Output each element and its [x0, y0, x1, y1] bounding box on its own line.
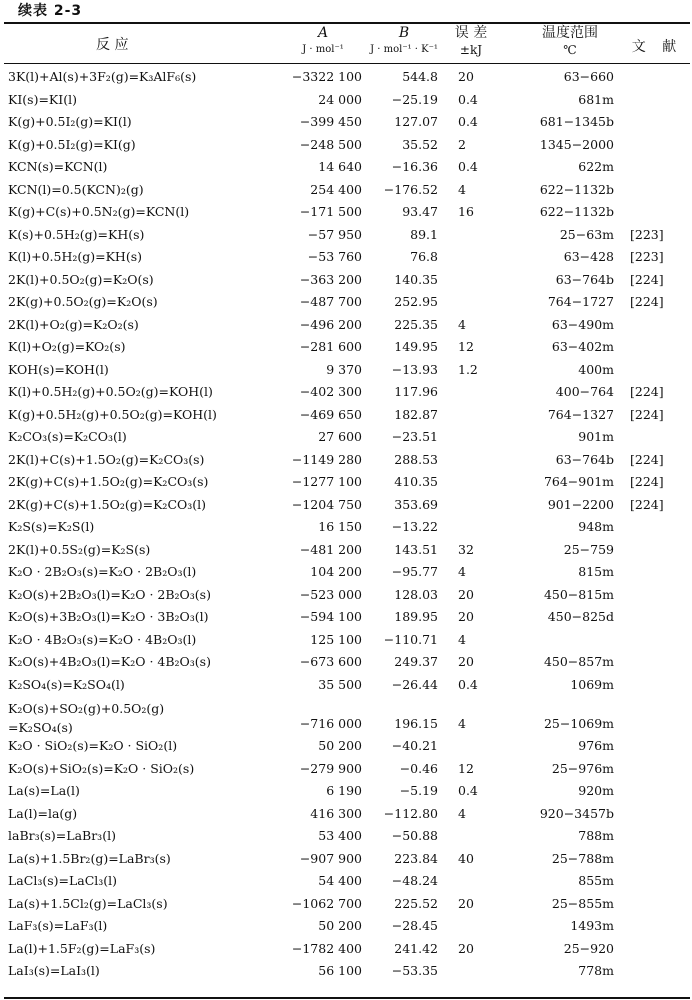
a-value-cell: −363 200	[299, 271, 362, 287]
reaction-cell: K(g)+0.5I₂(g)=KI(l)	[8, 114, 132, 129]
b-value-cell: 93.47	[402, 204, 438, 219]
reaction-cell: 3K(l)+Al(s)+3F₂(g)=K₃AlF₆(s)	[8, 69, 197, 84]
table-row	[4, 803, 690, 826]
b-value-cell: −25.19	[391, 91, 438, 107]
error-cell: 20	[458, 654, 474, 669]
a-value-cell: −3322 100	[291, 69, 362, 84]
reference-cell: [224]	[630, 451, 664, 467]
reaction-cell	[8, 699, 164, 737]
table-row	[4, 960, 690, 983]
error-cell: 4	[458, 631, 466, 647]
temperature-range-cell: 855m	[578, 873, 614, 888]
error-cell: 20	[458, 69, 474, 84]
a-value-cell: 24 000	[318, 91, 362, 107]
error-cell: 2	[458, 136, 466, 152]
a-value-cell: −1149 280	[291, 451, 362, 467]
table-row	[4, 134, 690, 157]
temperature-range-cell: 63−428	[563, 249, 614, 264]
b-value-cell: −0.46	[399, 760, 438, 776]
reaction-cell: KCN(l)=0.5(KCN)₂(g)	[8, 181, 144, 197]
temperature-range-cell: 681m	[578, 91, 614, 107]
reaction-cell: K₂O · 2B₂O₃(s)=K₂O · 2B₂O₃(l)	[8, 564, 197, 579]
a-value-cell: −673 600	[299, 654, 362, 669]
temperature-range-cell: 63−764b	[555, 451, 614, 467]
b-value-cell: 223.84	[394, 850, 438, 866]
b-value-cell: −13.22	[391, 519, 438, 534]
a-value-cell: 53 400	[318, 828, 362, 843]
error-cell: 32	[458, 541, 474, 557]
error-cell: 20	[458, 940, 474, 956]
b-value-cell: −28.45	[391, 918, 438, 933]
b-value-cell: −16.36	[391, 159, 438, 174]
reference-cell: [224]	[630, 406, 664, 422]
table-row	[4, 359, 690, 382]
reaction-cell: LaI₃(s)=LaI₃(l)	[8, 963, 100, 978]
header-error-title: 误 差	[454, 25, 488, 41]
reaction-cell: K₂CO₃(s)=K₂CO₃(l)	[8, 429, 127, 444]
reference-cell: [223]	[630, 249, 664, 264]
a-value-cell: −53 760	[307, 249, 362, 264]
table-row	[4, 629, 690, 652]
reaction-cell: LaF₃(s)=LaF₃(l)	[8, 918, 108, 933]
reaction-cell: K₂O · SiO₂(s)=K₂O · SiO₂(l)	[8, 738, 178, 753]
b-value-cell: 353.69	[394, 496, 438, 512]
b-value-cell: 127.07	[394, 114, 438, 129]
b-value-cell: −48.24	[391, 873, 438, 888]
table-row	[4, 246, 690, 269]
temperature-range-cell: 622−1132b	[539, 204, 614, 219]
reaction-cell: K₂O(s)+2B₂O₃(l)=K₂O · 2B₂O₃(s)	[8, 586, 211, 602]
b-value-cell: 140.35	[394, 271, 438, 287]
header-temperature	[520, 24, 620, 62]
reaction-cell: K(l)+O₂(g)=KO₂(s)	[8, 339, 126, 354]
b-value-cell: −5.19	[399, 783, 438, 798]
reaction-cell: K₂S(s)=K₂S(l)	[8, 519, 95, 534]
error-cell: 40	[458, 850, 474, 866]
a-value-cell: 6 190	[326, 783, 362, 798]
temperature-range-cell: 25−759	[563, 541, 614, 557]
a-value-cell: −279 900	[299, 760, 362, 776]
table-row	[4, 156, 690, 179]
error-cell: 20	[458, 586, 474, 602]
temperature-range-cell: 450−857m	[543, 654, 614, 669]
b-value-cell: 410.35	[394, 474, 438, 489]
temperature-range-cell: 25−788m	[551, 850, 614, 866]
header-error	[444, 24, 498, 62]
header-error-unit: ±kJ	[459, 43, 483, 57]
b-value-cell: 35.52	[402, 136, 438, 152]
a-value-cell: 50 200	[318, 738, 362, 753]
table-row	[4, 201, 690, 224]
temperature-range-cell: 622m	[578, 159, 614, 174]
table-row	[4, 224, 690, 247]
reference-cell: [224]	[630, 271, 664, 287]
b-value-cell: −110.71	[383, 631, 438, 647]
temperature-range-cell: 63−402m	[551, 339, 614, 354]
b-value-cell: 252.95	[394, 294, 438, 309]
reference-cell: [223]	[630, 226, 664, 242]
a-value-cell: −496 200	[299, 316, 362, 332]
temperature-range-cell: 788m	[578, 828, 614, 843]
table-row	[4, 471, 690, 494]
header-b	[354, 24, 454, 62]
a-value-cell: 16 150	[318, 519, 362, 534]
b-value-cell: −176.52	[383, 181, 438, 197]
temperature-range-cell: 63−764b	[555, 271, 614, 287]
temperature-range-cell: 1345−2000	[539, 136, 614, 152]
error-cell: 4	[458, 316, 466, 332]
table-row	[4, 494, 690, 517]
temperature-range-cell: 25−976m	[551, 760, 614, 776]
temperature-range-cell: 25−63m	[559, 226, 614, 242]
temperature-range-cell: 764−1327	[547, 406, 614, 422]
header-b-symbol: B	[398, 25, 410, 41]
table-row	[4, 89, 690, 112]
reaction-cell: La(s)+1.5Cl₂(g)=LaCl₃(s)	[8, 895, 168, 911]
table-row	[4, 269, 690, 292]
reaction-cell: K(g)+C(s)+0.5N₂(g)=KCN(l)	[8, 204, 190, 219]
temperature-range-cell: 920−3457b	[539, 805, 614, 821]
b-value-cell: −112.80	[383, 805, 438, 821]
temperature-range-cell: 622−1132b	[539, 181, 614, 197]
error-cell: 12	[458, 339, 474, 354]
temperature-range-cell: 901−2200	[547, 496, 614, 512]
temperature-range-cell: 450−815m	[543, 586, 614, 602]
reaction-cell: K₂O · 4B₂O₃(s)=K₂O · 4B₂O₃(l)	[8, 631, 197, 647]
error-cell: 0.4	[458, 159, 478, 174]
a-value-cell: −481 200	[299, 541, 362, 557]
header-reaction-label: 反 应	[96, 37, 129, 53]
a-value-cell: −281 600	[299, 339, 362, 354]
b-value-cell: 196.15	[394, 716, 438, 731]
temperature-range-cell: 25−1069m	[543, 716, 614, 731]
error-cell: 1.2	[458, 361, 478, 377]
temperature-range-cell: 63−490m	[551, 316, 614, 332]
temperature-range-cell: 764−1727	[547, 294, 614, 309]
b-value-cell: −95.77	[391, 564, 438, 579]
reaction-cell: 2K(l)+0.5O₂(g)=K₂O(s)	[8, 271, 154, 287]
b-value-cell: 117.96	[394, 384, 438, 399]
header-temperature-unit: ℃	[563, 43, 577, 57]
reaction-cell: laBr₃(s)=LaBr₃(l)	[8, 828, 116, 843]
a-value-cell: −1277 100	[291, 474, 362, 489]
reaction-cell: K₂O(s)+3B₂O₃(l)=K₂O · 3B₂O₃(l)	[8, 609, 209, 624]
a-value-cell: 416 300	[310, 805, 362, 821]
error-cell: 4	[458, 805, 466, 821]
a-value-cell: −1062 700	[291, 895, 362, 911]
b-value-cell: −40.21	[391, 738, 438, 753]
a-value-cell: −523 000	[299, 586, 362, 602]
error-cell: 4	[458, 716, 466, 731]
temperature-range-cell: 764−901m	[543, 474, 614, 489]
reaction-cell: KI(s)=KI(l)	[8, 91, 77, 107]
temperature-range-cell: 25−855m	[551, 895, 614, 911]
table-row	[4, 584, 690, 607]
table-body	[4, 66, 690, 983]
reaction-cell: K₂SO₄(s)=K₂SO₄(l)	[8, 676, 125, 692]
temperature-range-cell: 400m	[578, 361, 614, 377]
error-cell: 0.4	[458, 91, 478, 107]
header-reference-label: 文 献	[631, 39, 683, 55]
table-row	[4, 291, 690, 314]
reaction-cell: La(s)=La(l)	[8, 783, 80, 798]
temperature-range-cell: 450−825d	[547, 609, 614, 624]
temperature-range-cell: 920m	[578, 783, 614, 798]
a-value-cell: 9 370	[326, 361, 362, 377]
header-reference	[624, 24, 690, 62]
table-row	[4, 915, 690, 938]
b-value-cell: 288.53	[394, 451, 438, 467]
table-row	[4, 938, 690, 961]
reaction-cell: 2K(l)+0.5S₂(g)=K₂S(s)	[8, 541, 151, 557]
table-row	[4, 758, 690, 781]
reference-cell: [224]	[630, 496, 664, 512]
header-a-unit: J · mol⁻¹	[302, 44, 344, 55]
b-value-cell: 149.95	[394, 339, 438, 354]
table-row	[4, 314, 690, 337]
a-value-cell: 27 600	[318, 429, 362, 444]
table-row	[4, 696, 690, 735]
table-row	[4, 735, 690, 758]
header-temperature-title: 温度范围	[542, 25, 598, 41]
table-row	[4, 66, 690, 89]
temperature-range-cell: 1493m	[570, 918, 614, 933]
error-cell: 4	[458, 564, 466, 579]
error-cell: 4	[458, 181, 466, 197]
table-caption: 续表 2-3	[18, 3, 83, 19]
temperature-range-cell: 1069m	[570, 676, 614, 692]
table-row	[4, 179, 690, 202]
temperature-range-cell: 63−660	[563, 69, 614, 84]
a-value-cell: 125 100	[310, 631, 362, 647]
table-row	[4, 516, 690, 539]
table-row	[4, 651, 690, 674]
reaction-cell: K(g)+0.5H₂(g)+0.5O₂(g)=KOH(l)	[8, 406, 217, 422]
reaction-line-1: K₂O(s)+SO₂(g)+0.5O₂(g)	[8, 701, 165, 716]
table-row	[4, 561, 690, 584]
reaction-cell: K(s)+0.5H₂(g)=KH(s)	[8, 226, 145, 242]
a-value-cell: −1782 400	[291, 940, 362, 956]
b-value-cell: 241.42	[394, 940, 438, 956]
a-value-cell: 254 400	[310, 181, 362, 197]
reaction-cell: La(l)+1.5F₂(g)=LaF₃(s)	[8, 940, 156, 956]
b-value-cell: 249.37	[394, 654, 438, 669]
error-cell: 0.4	[458, 676, 478, 692]
error-cell: 12	[458, 760, 474, 776]
reference-cell: [224]	[630, 384, 664, 399]
a-value-cell: −716 000	[299, 716, 362, 731]
b-value-cell: 89.1	[410, 226, 438, 242]
error-cell: 20	[458, 609, 474, 624]
reaction-cell: La(s)+1.5Br₂(g)=LaBr₃(s)	[8, 850, 171, 866]
b-value-cell: −50.88	[391, 828, 438, 843]
a-value-cell: −907 900	[299, 850, 362, 866]
temperature-range-cell: 681−1345b	[539, 114, 614, 129]
reaction-cell: K₂O(s)+4B₂O₃(l)=K₂O · 4B₂O₃(s)	[8, 654, 211, 669]
table-row	[4, 870, 690, 893]
header-b-unit: J · mol⁻¹ · K⁻¹	[370, 44, 438, 55]
b-value-cell: 128.03	[394, 586, 438, 602]
table-row	[4, 404, 690, 427]
reaction-cell: 2K(g)+C(s)+1.5O₂(g)=K₂CO₃(s)	[8, 474, 209, 489]
table-row	[4, 381, 690, 404]
error-cell: 0.4	[458, 114, 478, 129]
a-value-cell: −487 700	[299, 294, 362, 309]
header-rule	[4, 63, 690, 64]
a-value-cell: 104 200	[310, 564, 362, 579]
a-value-cell: −399 450	[299, 114, 362, 129]
b-value-cell: 189.95	[394, 609, 438, 624]
table-row	[4, 825, 690, 848]
table-row	[4, 780, 690, 803]
table-row	[4, 336, 690, 359]
reaction-cell: KOH(s)=KOH(l)	[8, 361, 109, 377]
table-row	[4, 606, 690, 629]
temperature-range-cell: 400−764	[555, 384, 614, 399]
a-value-cell: 35 500	[318, 676, 362, 692]
error-cell: 0.4	[458, 783, 478, 798]
bottom-rule	[4, 997, 690, 999]
temperature-range-cell: 901m	[578, 429, 614, 444]
b-value-cell: 143.51	[394, 541, 438, 557]
reaction-cell: K(g)+0.5I₂(g)=KI(g)	[8, 136, 136, 152]
reaction-cell: KCN(s)=KCN(l)	[8, 159, 108, 174]
a-value-cell: −171 500	[299, 204, 362, 219]
a-value-cell: −57 950	[307, 226, 362, 242]
reaction-cell: La(l)=la(g)	[8, 805, 78, 821]
table-row	[4, 111, 690, 134]
a-value-cell: 54 400	[318, 873, 362, 888]
header-a-symbol: A	[317, 25, 329, 41]
temperature-range-cell: 976m	[578, 738, 614, 753]
reaction-cell: 2K(l)+C(s)+1.5O₂(g)=K₂CO₃(s)	[8, 451, 205, 467]
a-value-cell: −594 100	[299, 609, 362, 624]
a-value-cell: 14 640	[318, 159, 362, 174]
reaction-cell: K(l)+0.5H₂(g)+0.5O₂(g)=KOH(l)	[8, 384, 213, 399]
reaction-cell: 2K(g)+C(s)+1.5O₂(g)=K₂CO₃(l)	[8, 496, 207, 512]
a-value-cell: −402 300	[299, 384, 362, 399]
table-row	[4, 539, 690, 562]
error-cell: 16	[458, 204, 474, 219]
table-row	[4, 426, 690, 449]
b-value-cell: −13.93	[391, 361, 438, 377]
header-reaction	[4, 24, 280, 62]
reaction-cell: LaCl₃(s)=LaCl₃(l)	[8, 873, 118, 888]
temperature-range-cell: 778m	[578, 963, 614, 978]
temperature-range-cell: 815m	[578, 564, 614, 579]
b-value-cell: −53.35	[391, 963, 438, 978]
temperature-range-cell: 948m	[578, 519, 614, 534]
b-value-cell: −26.44	[391, 676, 438, 692]
error-cell: 20	[458, 895, 474, 911]
a-value-cell: −1204 750	[291, 496, 362, 512]
reaction-cell: K(l)+0.5H₂(g)=KH(s)	[8, 249, 142, 264]
table-row	[4, 893, 690, 916]
b-value-cell: −23.51	[391, 429, 438, 444]
temperature-range-cell: 25−920	[563, 940, 614, 956]
reaction-line-2: =K₂SO₄(s)	[8, 720, 73, 735]
a-value-cell: 50 200	[318, 918, 362, 933]
reference-cell: [224]	[630, 294, 664, 309]
a-value-cell: −469 650	[299, 406, 362, 422]
a-value-cell: −248 500	[299, 136, 362, 152]
reference-cell: [224]	[630, 474, 664, 489]
table-row	[4, 674, 690, 697]
b-value-cell: 544.8	[402, 69, 438, 84]
a-value-cell: 56 100	[318, 963, 362, 978]
b-value-cell: 76.8	[410, 249, 438, 264]
b-value-cell: 225.35	[394, 316, 438, 332]
header-a	[282, 24, 364, 62]
b-value-cell: 225.52	[394, 895, 438, 911]
reaction-cell: K₂O(s)+SiO₂(s)=K₂O · SiO₂(s)	[8, 760, 195, 776]
table-row	[4, 449, 690, 472]
table-row	[4, 848, 690, 871]
reaction-cell: 2K(g)+0.5O₂(g)=K₂O(s)	[8, 294, 158, 309]
b-value-cell: 182.87	[394, 406, 438, 422]
reaction-cell: 2K(l)+O₂(g)=K₂O₂(s)	[8, 316, 139, 332]
